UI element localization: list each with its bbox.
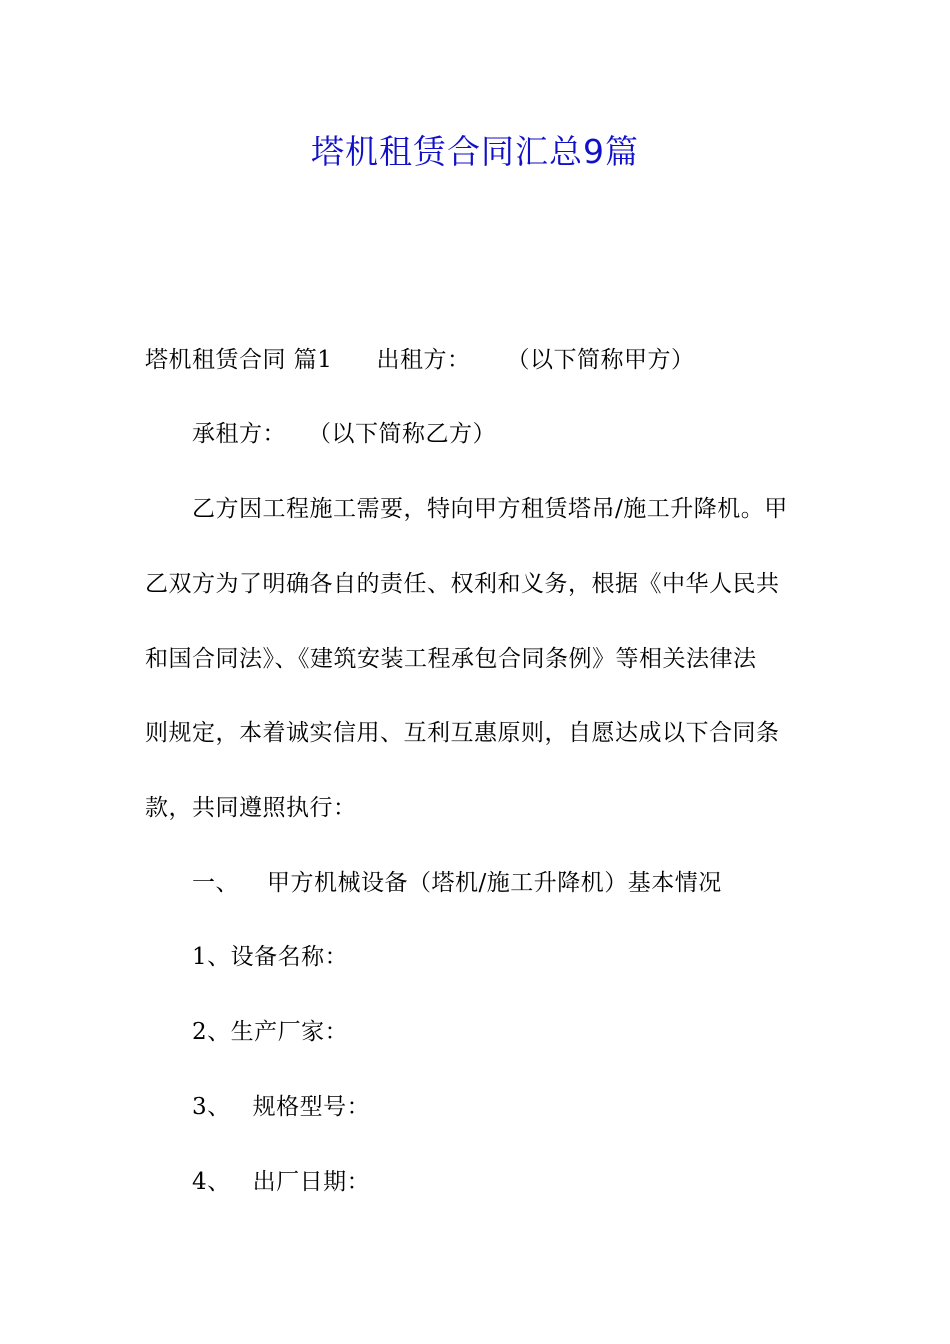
- list-item: [192, 1090, 862, 1124]
- lessor-label: 出租方：: [376, 347, 471, 373]
- document-title: 塔机租赁合同汇总9篇: [311, 132, 639, 171]
- section-number: 一、: [192, 870, 239, 896]
- item-text: 规格型号：: [252, 1094, 371, 1120]
- item-number: 4、: [192, 1169, 231, 1195]
- item-number: 2、: [192, 1019, 231, 1045]
- contract-header-line: [145, 343, 815, 377]
- paragraph-line: 乙方因工程施工需要，特向甲方租赁塔吊/施工升降机。甲: [192, 496, 788, 522]
- paragraph-line: 款，共同遵照执行：: [145, 795, 357, 821]
- lessee-line: [192, 417, 862, 451]
- list-item: [192, 940, 862, 974]
- lessee-label: 承租方：: [192, 421, 286, 447]
- item-number: 3、: [192, 1094, 231, 1120]
- contract-part-label: 塔机租赁合同 篇1: [145, 347, 333, 373]
- item-number: 1、: [192, 944, 231, 970]
- section-heading: [192, 866, 862, 900]
- list-item: [192, 1015, 862, 1049]
- list-item: [192, 1165, 862, 1199]
- item-text: 设备名称：: [230, 944, 349, 970]
- lessor-note: （以下简称甲方）: [506, 347, 695, 373]
- paragraph-line: 则规定，本着诚实信用、互利互惠原则，自愿达成以下合同条: [145, 720, 780, 746]
- paragraph-line: 乙双方为了明确各自的责任、权利和义务，根据《中华人民共: [145, 571, 780, 597]
- item-text: 生产厂家：: [230, 1019, 349, 1045]
- lessee-note: （以下简称乙方）: [308, 421, 496, 447]
- item-text: 出厂日期：: [252, 1169, 371, 1195]
- paragraph-line: 和国合同法》、《建筑安装工程承包合同条例》等相关法律法: [145, 646, 757, 672]
- section-text: 甲方机械设备（塔机/施工升降机）基本情况: [267, 870, 722, 896]
